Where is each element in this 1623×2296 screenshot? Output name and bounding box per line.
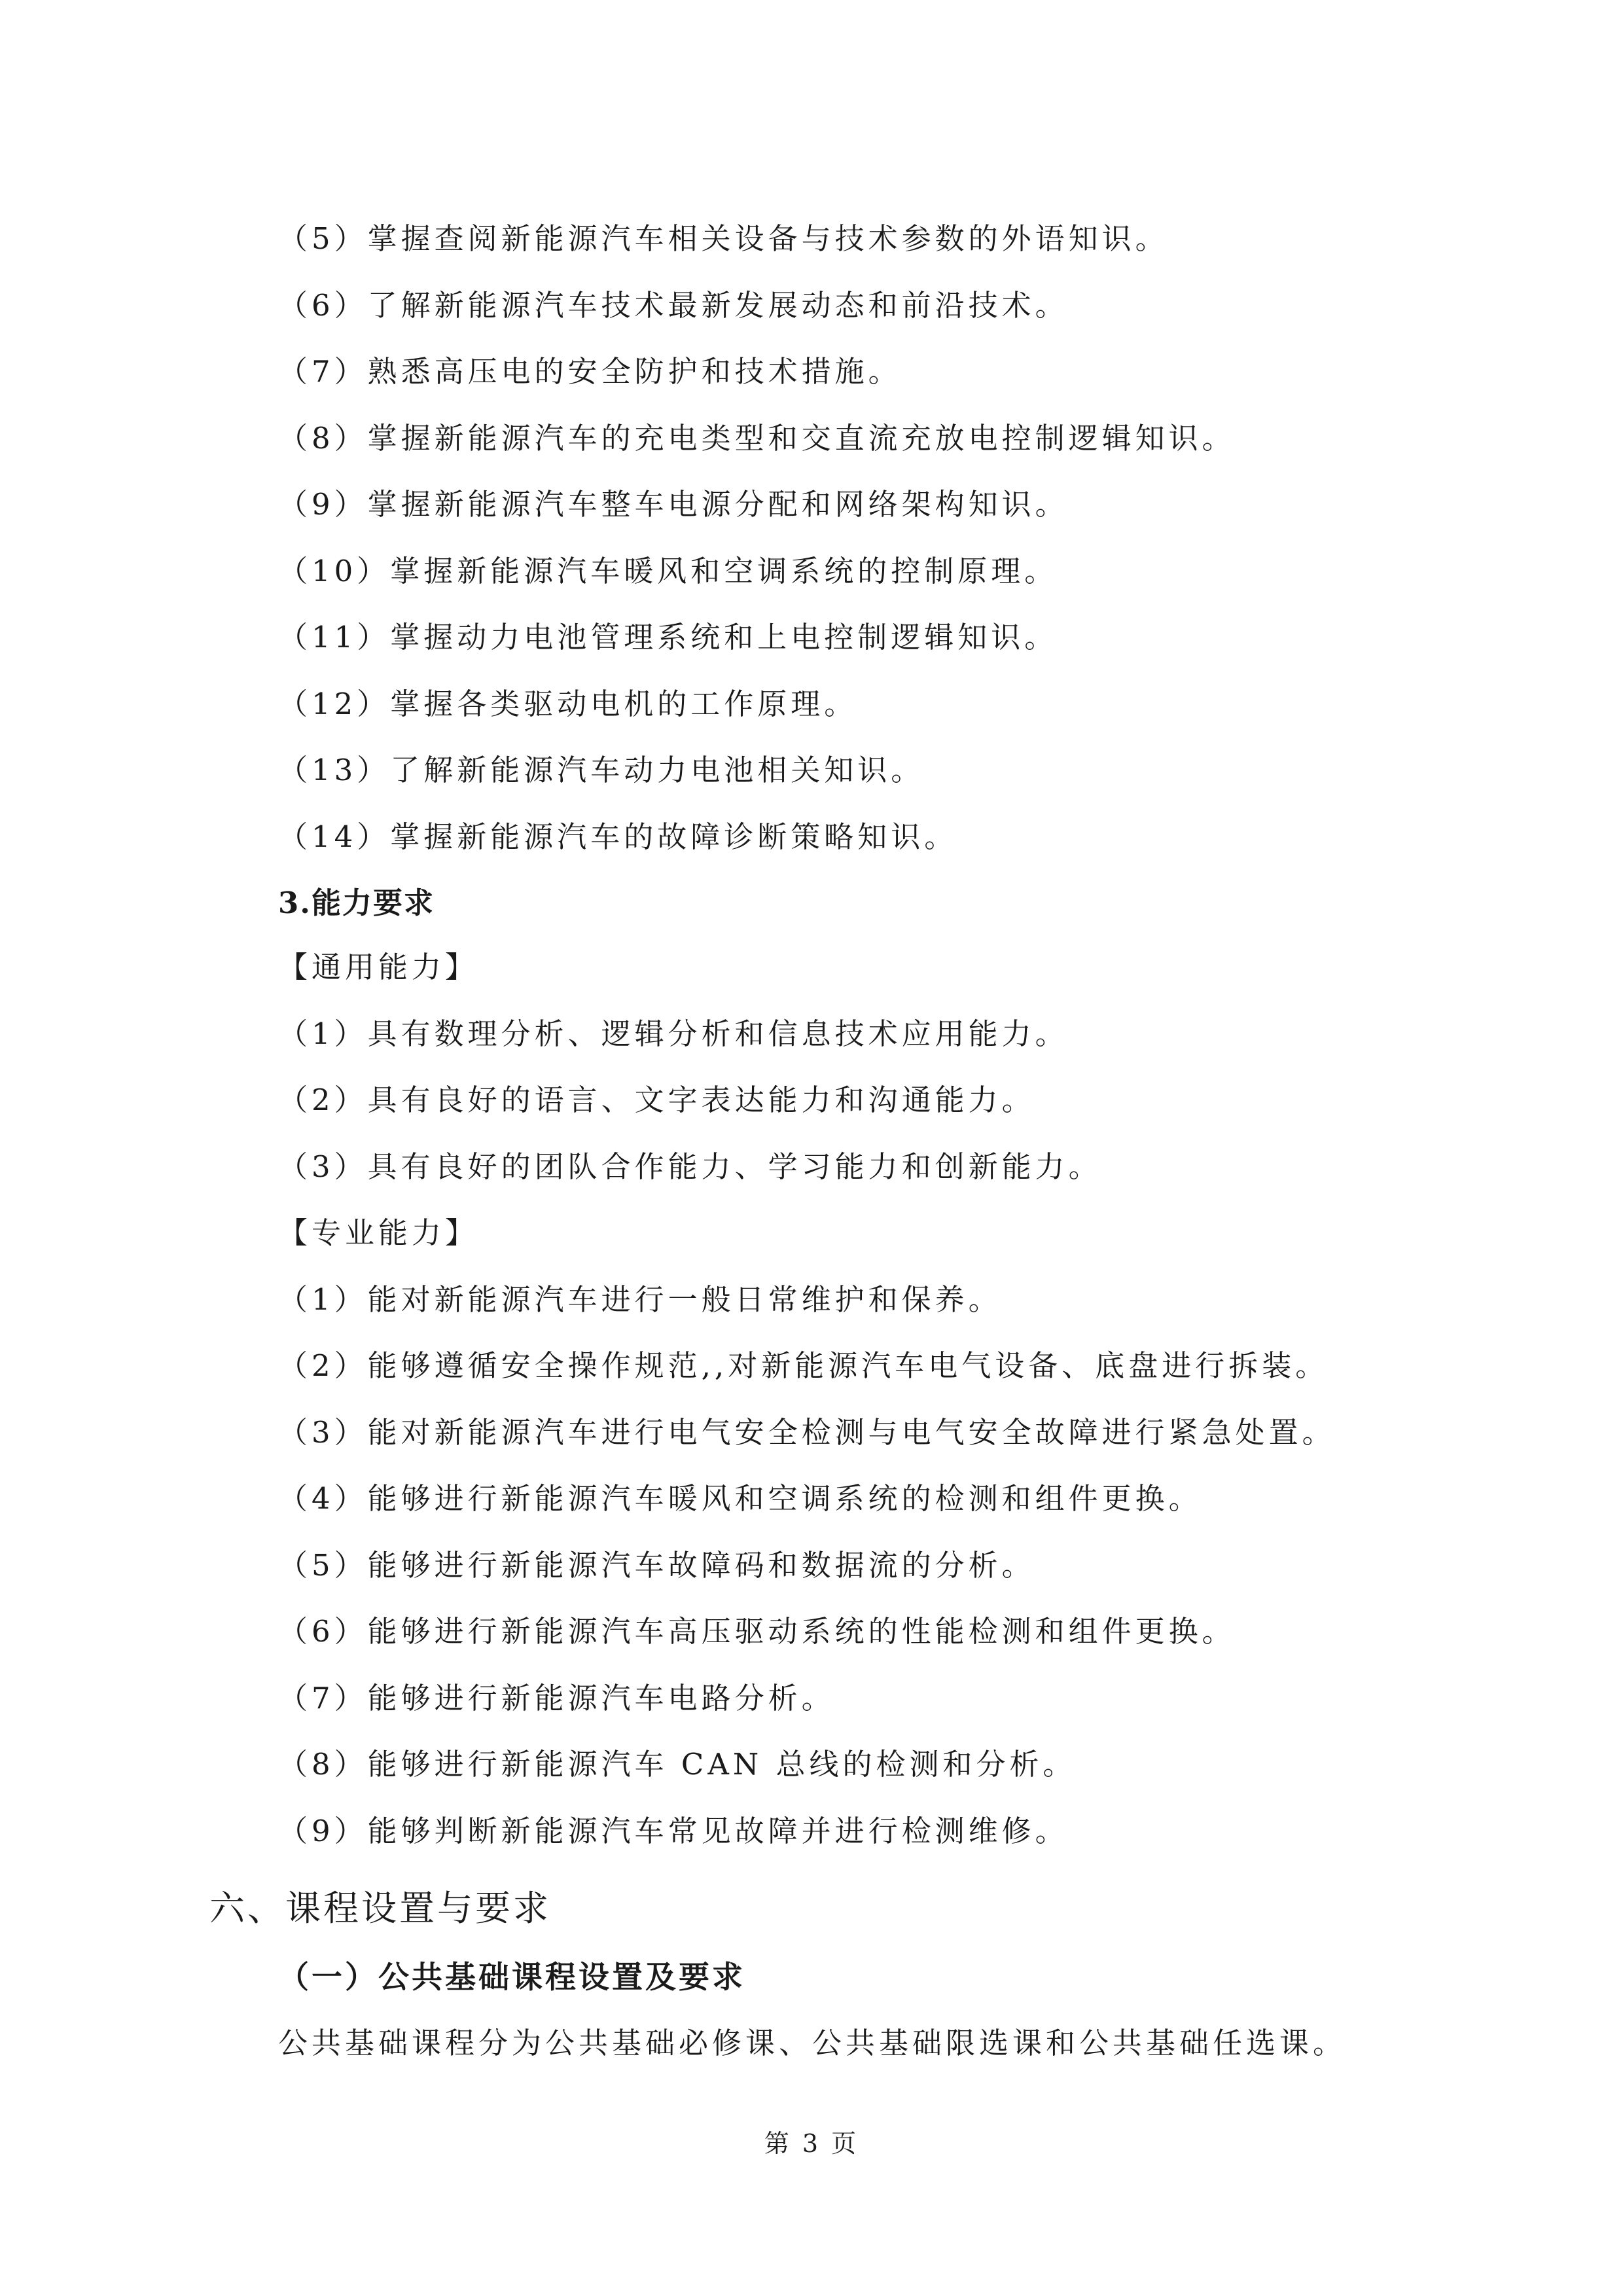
knowledge-item-11: （11）掌握动力电池管理系统和上电控制逻辑知识。 xyxy=(278,620,1058,655)
professional-ability-item-9: （9）能够判断新能源汽车常见故障并进行检测维修。 xyxy=(278,1814,1069,1848)
professional-ability-item-8: （8）能够进行新能源汽车 CAN 总线的检测和分析。 xyxy=(278,1747,1077,1782)
section-title: 六、课程设置与要求 xyxy=(209,1888,551,1929)
professional-ability-item-7: （7）能够进行新能源汽车电路分析。 xyxy=(278,1681,835,1715)
general-ability-heading: 【通用能力】 xyxy=(278,950,479,984)
professional-ability-item-5: （5）能够进行新能源汽车故障码和数据流的分析。 xyxy=(278,1548,1035,1583)
body-paragraph: 公共基础课程分为公共基础必修课、公共基础限选课和公共基础任选课。 xyxy=(278,2026,1347,2060)
general-ability-item-2: （2）具有良好的语言、文字表达能力和沟通能力。 xyxy=(278,1083,1035,1117)
knowledge-item-8: （8）掌握新能源汽车的充电类型和交直流充放电控制逻辑知识。 xyxy=(278,421,1236,456)
knowledge-item-12: （12）掌握各类驱动电机的工作原理。 xyxy=(278,687,858,721)
professional-ability-item-4: （4）能够进行新能源汽车暖风和空调系统的检测和组件更换。 xyxy=(278,1481,1202,1516)
professional-ability-item-6: （6）能够进行新能源汽车高压驱动系统的性能检测和组件更换。 xyxy=(278,1614,1236,1649)
professional-ability-heading: 【专业能力】 xyxy=(278,1215,479,1250)
knowledge-item-13: （13）了解新能源汽车动力电池相关知识。 xyxy=(278,753,925,787)
knowledge-item-9: （9）掌握新能源汽车整车电源分配和网络架构知识。 xyxy=(278,487,1069,522)
knowledge-item-7: （7）熟悉高压电的安全防护和技术措施。 xyxy=(278,354,902,389)
knowledge-item-14: （14）掌握新能源汽车的故障诊断策略知识。 xyxy=(278,819,958,854)
ability-heading: 3.能力要求 xyxy=(278,886,435,920)
page-number: 第 3 页 xyxy=(764,2129,859,2158)
professional-ability-item-3: （3）能对新能源汽车进行电气安全检测与电气安全故障进行紧急处置。 xyxy=(278,1415,1336,1450)
general-ability-item-1: （1）具有数理分析、逻辑分析和信息技术应用能力。 xyxy=(278,1016,1069,1051)
subsection-title: （一）公共基础课程设置及要求 xyxy=(278,1960,745,1996)
knowledge-item-5: （5）掌握查阅新能源汽车相关设备与技术参数的外语知识。 xyxy=(278,221,1169,256)
knowledge-item-10: （10）掌握新能源汽车暖风和空调系统的控制原理。 xyxy=(278,554,1058,588)
general-ability-item-3: （3）具有良好的团队合作能力、学习能力和创新能力。 xyxy=(278,1149,1102,1184)
professional-ability-item-2: （2）能够遵循安全操作规范,,对新能源汽车电气设备、底盘进行拆装。 xyxy=(278,1348,1329,1383)
professional-ability-item-1: （1）能对新能源汽车进行一般日常维护和保养。 xyxy=(278,1282,1002,1317)
knowledge-item-6: （6）了解新能源汽车技术最新发展动态和前沿技术。 xyxy=(278,288,1069,323)
